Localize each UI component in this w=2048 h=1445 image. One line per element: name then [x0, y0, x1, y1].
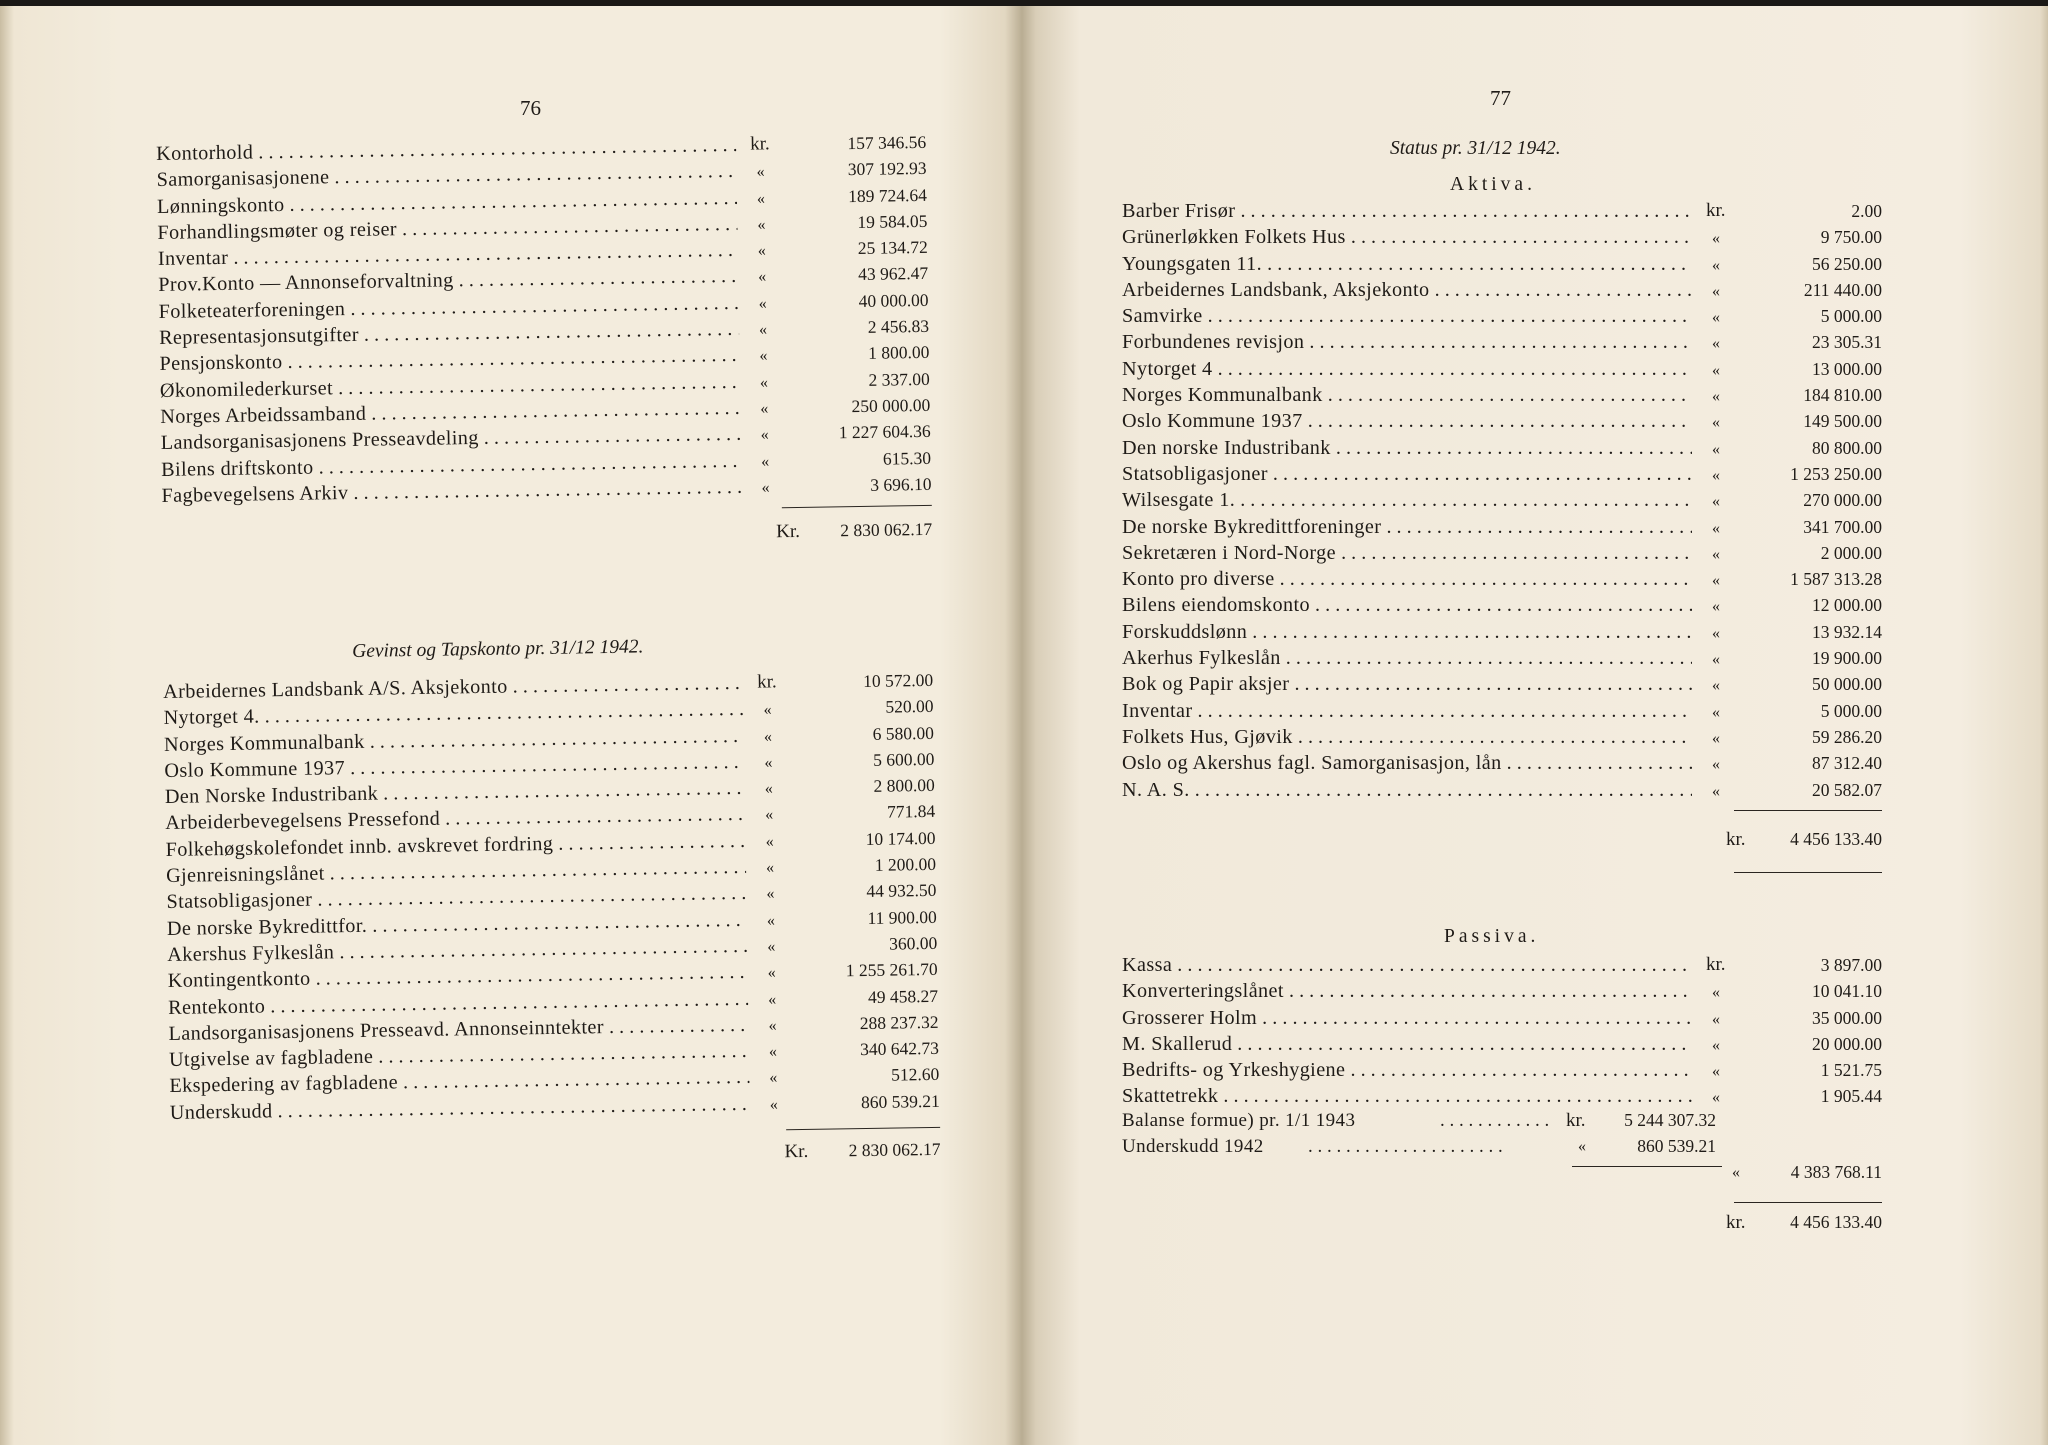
aktiva-total [1726, 829, 1882, 855]
row-amount: 13 932.14 [1812, 621, 1882, 642]
row-amount: 5 000.00 [1820, 306, 1882, 327]
row-currency: « [1712, 782, 1720, 800]
ledger-row [1122, 277, 1882, 303]
ledger-row [1122, 1083, 1882, 1109]
underskudd-currency: « [1578, 1138, 1586, 1155]
difference-row [1726, 1162, 1882, 1188]
aktiva-rows [1122, 198, 1882, 803]
ledger-row [1122, 514, 1882, 540]
row-label: Nytorget 4 . . . [1122, 356, 1692, 382]
left-page [0, 0, 1020, 1445]
row-amount: 860 539.21 [860, 1090, 940, 1112]
row-currency: « [759, 374, 769, 392]
row-currency: « [769, 1096, 778, 1114]
row-currency: « [766, 912, 776, 930]
row-amount: 50 000.00 [1812, 674, 1882, 695]
row-currency: kr. [1706, 200, 1726, 221]
ledger-row [1122, 777, 1882, 803]
total-amount: 2 830 062.17 [840, 518, 933, 541]
row-label: Grünerløkken Folkets Hus . . . [1122, 224, 1692, 250]
row-currency: « [1712, 388, 1720, 406]
row-amount: 340 642.73 [859, 1038, 940, 1060]
row-label: Arbeidernes Landsbank, Aksjekonto . . . [1122, 277, 1692, 303]
row-amount: 13 000.00 [1812, 358, 1882, 379]
row-currency: « [758, 321, 768, 339]
ledger-row [1122, 224, 1882, 250]
row-amount: 189 724.64 [848, 184, 928, 206]
row-label: De norske Bykredittfor. . . . [167, 907, 747, 942]
row-label: Bedrifts- og Yrkeshygiene . . . [1122, 1057, 1692, 1083]
total-currency: kr. [1726, 829, 1746, 850]
ledger-row [1122, 750, 1882, 776]
row-label: Statsobligasjoner . . . [166, 880, 746, 915]
underskudd-amount: 860 539.21 [1637, 1136, 1716, 1156]
row-amount: 19 584.05 [857, 210, 928, 232]
row-label: Norges Kommunalbank . . . [1122, 382, 1692, 408]
row-label: Youngsgaten 11. . . . [1122, 251, 1692, 277]
row-amount: 1 255 261.70 [845, 959, 938, 981]
row-amount: 2.00 [1851, 201, 1882, 221]
aktiva-heading: Aktiva. [1450, 174, 1536, 195]
row-currency: « [764, 780, 773, 798]
ledger-row [1122, 1031, 1882, 1057]
row-label: Folketeaterforeningen . . . [158, 290, 738, 325]
row-label: Norges Arbeidssamband . . . [160, 395, 740, 430]
row-label: Folkehøgskolefondet innb. avskrevet fordring . . . [165, 828, 745, 863]
row-label: Den Norske Industribank . . . [165, 775, 745, 810]
total-amount: 2 830 062.17 [848, 1138, 941, 1161]
row-label: Forbundenes revisjon . . . [1122, 329, 1692, 355]
aktiva-double-rule [1734, 872, 1882, 873]
difference-currency: « [1732, 1164, 1740, 1181]
row-label: Forhandlingsmøter og reiser . . . [157, 211, 737, 246]
row-currency: « [1712, 309, 1720, 327]
row-amount: 771.84 [886, 801, 936, 823]
ledger-row [1122, 356, 1882, 382]
row-amount: 10 572.00 [862, 669, 934, 692]
ledger-row [1122, 671, 1882, 697]
row-label: Bilens eiendomskonto . . . [1122, 592, 1692, 618]
row-amount: 56 250.00 [1812, 253, 1882, 274]
row-amount: 1 800.00 [868, 342, 930, 364]
balanse-row [1122, 1110, 1722, 1136]
row-currency: « [1712, 1036, 1720, 1054]
underskudd-row [1122, 1136, 1722, 1162]
passiva-list [1122, 952, 1882, 1233]
row-label: N. A. S. . . . [1122, 777, 1692, 803]
gevinst-list [163, 667, 941, 1163]
row-amount: 1 200.00 [874, 853, 937, 875]
row-amount: 2 800.00 [873, 775, 935, 797]
accounts-list [156, 129, 933, 543]
row-currency: kr. [1706, 954, 1726, 975]
ledger-row [1122, 566, 1882, 592]
row-amount: 40 000.00 [858, 289, 929, 311]
row-currency: « [761, 479, 770, 497]
row-amount: 520.00 [885, 696, 934, 717]
row-currency: « [1712, 598, 1720, 616]
ledger-row [1122, 645, 1882, 671]
difference-amount: 4 383 768.11 [1790, 1162, 1882, 1182]
row-label: Samvirke . . . [1122, 303, 1692, 329]
underskudd-rule [1572, 1166, 1722, 1167]
row-currency: « [1712, 624, 1720, 642]
status-heading: Status pr. 31/12 1942. [1390, 138, 1561, 159]
row-label: Lønningskonto . . . [157, 184, 737, 219]
row-label: Representasjonsutgifter . . . [159, 316, 739, 351]
row-currency: « [765, 833, 774, 851]
accounts-total [776, 519, 932, 547]
gevinst-total [784, 1139, 940, 1167]
ledger-row [1122, 1057, 1882, 1083]
row-currency: kr. [749, 133, 770, 155]
row-label: Oslo Kommune 1937 . . . [1122, 408, 1692, 434]
row-currency: « [756, 163, 765, 181]
row-label: Akerhus Fylkeslån . . . [1122, 645, 1692, 671]
gevinst-heading: Gevinst og Tapskonto pr. 31/12 1942. [352, 636, 644, 662]
row-label: Landsorganisasjonens Presseavdeling . . . [161, 421, 741, 456]
row-label: Gjenreisningslånet . . . [166, 854, 746, 889]
row-label: Underskudd . . . [170, 1091, 750, 1126]
row-currency: « [767, 938, 776, 956]
row-currency: « [763, 701, 772, 719]
row-currency: « [760, 452, 770, 471]
passiva-total-rule [1734, 1202, 1882, 1203]
row-label: Utgivelse av fagbladene . . . [169, 1038, 749, 1073]
row-label: Kassa . . . [1122, 952, 1692, 978]
row-amount: 1 905.44 [1820, 1086, 1882, 1107]
ledger-row [1122, 487, 1882, 513]
row-currency: « [1712, 256, 1720, 274]
row-currency: « [1712, 361, 1720, 379]
row-currency: « [1712, 729, 1720, 747]
row-label: Arbeidernes Landsbank A/S. Aksjekonto . . . [163, 670, 743, 705]
row-label: Rentekonto . . . [168, 985, 748, 1020]
row-amount: 19 900.00 [1812, 648, 1882, 669]
row-label: Bilens driftskonto . . . [161, 447, 741, 482]
row-label: Oslo og Akershus fagl. Samorganisasjon, lån . . . [1122, 750, 1692, 776]
row-amount: 49 458.27 [867, 985, 939, 1007]
row-amount: 1 587 313.28 [1790, 569, 1882, 590]
row-amount: 12 000.00 [1812, 595, 1882, 616]
row-amount: 80 800.00 [1812, 437, 1882, 458]
accounts-total-rule [782, 505, 932, 508]
ledger-row [1122, 698, 1882, 724]
row-currency: « [1712, 230, 1720, 248]
row-currency: « [769, 1069, 778, 1087]
row-amount: 10 041.10 [1812, 981, 1882, 1002]
row-label: Norges Kommunalbank . . . [164, 722, 744, 757]
total-currency: Kr. [784, 1140, 809, 1163]
row-amount: 2 000.00 [1820, 542, 1882, 563]
row-currency: « [763, 728, 773, 746]
row-label: Grosserer Holm . . . [1122, 1005, 1692, 1031]
row-amount: 5 600.00 [872, 748, 935, 770]
right-page [1024, 0, 2048, 1445]
row-currency: « [768, 1043, 778, 1061]
row-label: Økonomilederkurset . . . [160, 369, 740, 404]
row-currency: « [1712, 572, 1720, 590]
ledger-row [1122, 435, 1882, 461]
ledger-row [1122, 251, 1882, 277]
row-amount: 2 456.83 [867, 315, 930, 337]
row-amount: 1 227 604.36 [838, 421, 931, 443]
row-amount: 9 750.00 [1820, 227, 1882, 248]
row-amount: 149 500.00 [1803, 411, 1882, 432]
row-amount: 250 000.00 [851, 394, 931, 417]
passiva-heading: Passiva. [1444, 926, 1540, 947]
row-currency: « [1712, 703, 1720, 721]
ledger-row [1122, 1005, 1882, 1031]
row-label: Konto pro diverse . . . [1122, 566, 1692, 592]
total-amount: 4 456 133.40 [1790, 829, 1882, 849]
row-amount: 307 192.93 [847, 158, 927, 180]
row-label: Pensjonskonto . . . [159, 342, 739, 377]
row-amount: 2 337.00 [868, 368, 930, 390]
gevinst-rows [163, 667, 940, 1126]
ledger-row [1122, 540, 1882, 566]
row-currency: « [760, 426, 769, 444]
row-label: De norske Bykredittforeninger . . . [1122, 514, 1692, 540]
row-currency: « [1712, 440, 1720, 458]
ledger-row [1122, 198, 1882, 224]
row-amount: 1 521.75 [1820, 1060, 1882, 1081]
row-label: Fagbevegelsens Arkiv . . . [161, 474, 741, 509]
row-currency: « [758, 268, 767, 287]
row-currency: « [1712, 651, 1720, 669]
row-currency: « [1712, 677, 1720, 695]
row-label: Inventar . . . [158, 237, 738, 272]
total-currency: kr. [1726, 1212, 1746, 1233]
row-currency: « [1712, 466, 1720, 484]
row-label: Forskuddslønn . . . [1122, 619, 1692, 645]
row-currency: « [1712, 756, 1720, 774]
row-currency: « [757, 242, 766, 260]
passiva-rows [1122, 952, 1882, 1110]
row-currency: « [1712, 1089, 1720, 1107]
row-currency: « [1712, 545, 1720, 563]
ledger-row [1122, 408, 1882, 434]
row-currency: « [1712, 519, 1720, 537]
row-currency: « [758, 295, 767, 313]
row-amount: 1 253 250.00 [1790, 463, 1882, 484]
row-label: Nytorget 4. . . . [163, 696, 743, 731]
row-currency: « [764, 754, 773, 772]
accounts-rows [156, 129, 932, 509]
row-amount: 157 346.56 [847, 131, 927, 154]
row-currency: « [767, 990, 777, 1009]
row-amount: 512.60 [891, 1064, 940, 1086]
total-amount: 4 456 133.40 [1790, 1212, 1882, 1232]
row-currency: kr. [756, 671, 777, 693]
ledger-row [1122, 303, 1882, 329]
ledger-row [1122, 329, 1882, 355]
row-currency: « [768, 1017, 777, 1035]
row-currency: « [1712, 1010, 1720, 1028]
total-currency: Kr. [776, 520, 801, 543]
row-amount: 211 440.00 [1803, 279, 1882, 300]
row-amount: 615.30 [882, 447, 932, 469]
row-label: Skattetrekk . . . [1122, 1083, 1692, 1109]
row-amount: 360.00 [888, 932, 938, 954]
underskudd-label: Underskudd 1942 [1122, 1136, 1264, 1157]
row-amount: 10 174.00 [865, 827, 936, 849]
row-amount: 20 582.07 [1812, 779, 1882, 800]
row-amount: 11 900.00 [867, 906, 937, 928]
balanse-currency: kr. [1566, 1110, 1586, 1131]
ledger-row [1122, 952, 1882, 978]
row-currency: « [1712, 282, 1720, 300]
page-number: 77 [1490, 86, 1511, 110]
row-currency: « [1712, 414, 1720, 432]
row-currency: « [760, 400, 769, 418]
row-label: Samorganisasjonene . . . [156, 158, 736, 193]
row-currency: « [759, 347, 768, 365]
row-amount: 5 000.00 [1820, 700, 1882, 721]
row-label: Sekretæren i Nord-Norge . . . [1122, 540, 1692, 566]
row-label: Akershus Fylkeslån . . . [167, 933, 747, 968]
row-amount: 23 305.31 [1812, 332, 1882, 353]
row-label: Inventar . . . [1122, 698, 1692, 724]
row-label: Arbeiderbevegelsens Pressefond . . . [165, 801, 745, 836]
gevinst-total-rule [786, 1127, 940, 1130]
passiva-total [1726, 1212, 1882, 1238]
row-amount: 3 696.10 [870, 473, 932, 495]
ledger-row [1122, 619, 1882, 645]
page-number: 76 [520, 96, 541, 120]
row-amount: 35 000.00 [1812, 1007, 1882, 1028]
row-currency: « [767, 964, 776, 982]
row-currency: « [766, 885, 775, 903]
row-amount: 288 237.32 [859, 1011, 939, 1033]
row-amount: 59 286.20 [1812, 726, 1882, 747]
row-amount: 44 932.50 [866, 880, 937, 902]
row-currency: « [757, 216, 766, 234]
balanse-label: Balanse formue) pr. 1/1 1943 [1122, 1110, 1356, 1131]
row-amount: 270 000.00 [1803, 490, 1882, 511]
aktiva-total-rule [1734, 810, 1882, 811]
row-label: Oslo Kommune 1937 . . . [164, 749, 744, 784]
row-currency: « [756, 190, 766, 208]
row-currency: « [765, 859, 775, 877]
ledger-row [1122, 382, 1882, 408]
row-currency: « [1712, 493, 1720, 511]
row-currency: « [765, 806, 774, 825]
balanse-amount: 5 244 307.32 [1624, 1110, 1716, 1130]
row-amount: 87 312.40 [1812, 753, 1882, 774]
row-label: Landsorganisasjonens Presseavd. Annonseinntekter . . . [168, 1012, 748, 1047]
aktiva-list [1122, 198, 1882, 850]
row-amount: 184 810.00 [1803, 385, 1882, 406]
row-label: Bok og Papir aksjer . . . [1122, 671, 1692, 697]
ledger-row [1122, 461, 1882, 487]
ledger-row [1122, 592, 1882, 618]
row-label: Kontorhold . . . [156, 132, 736, 167]
row-currency: « [1712, 335, 1720, 353]
row-amount: 25 134.72 [857, 237, 928, 259]
row-label: Wilsesgate 1. . . . [1122, 487, 1692, 513]
row-currency: « [1712, 984, 1720, 1002]
row-label: M. Skallerud . . . [1122, 1031, 1692, 1057]
dot-leader: . . . . . . . . . . . . . . . . . . . . . [1308, 1136, 1503, 1157]
row-label: Konverteringslånet . . . [1122, 978, 1692, 1004]
ledger-row [1122, 724, 1882, 750]
dot-leader: . . . . . . . . . . . . [1440, 1110, 1550, 1131]
row-amount: 3 897.00 [1820, 955, 1882, 975]
row-label: Statsobligasjoner . . . [1122, 461, 1692, 487]
row-label: Ekspedering av fagbladene . . . [169, 1064, 749, 1099]
row-amount: 6 580.00 [872, 722, 935, 744]
row-label: Den norske Industribank . . . [1122, 435, 1692, 461]
row-amount: 20 000.00 [1812, 1033, 1882, 1054]
row-label: Prov.Konto — Annonseforvaltning . . . [158, 263, 738, 298]
row-label: Kontingentkonto . . . [168, 959, 748, 994]
row-amount: 341 700.00 [1803, 516, 1882, 537]
ledger-row [1122, 978, 1882, 1004]
row-label: Folkets Hus, Gjøvik . . . [1122, 724, 1692, 750]
row-label: Barber Frisør . . . [1122, 198, 1692, 224]
row-currency: « [1712, 1063, 1720, 1081]
row-amount: 43 962.47 [858, 263, 929, 285]
